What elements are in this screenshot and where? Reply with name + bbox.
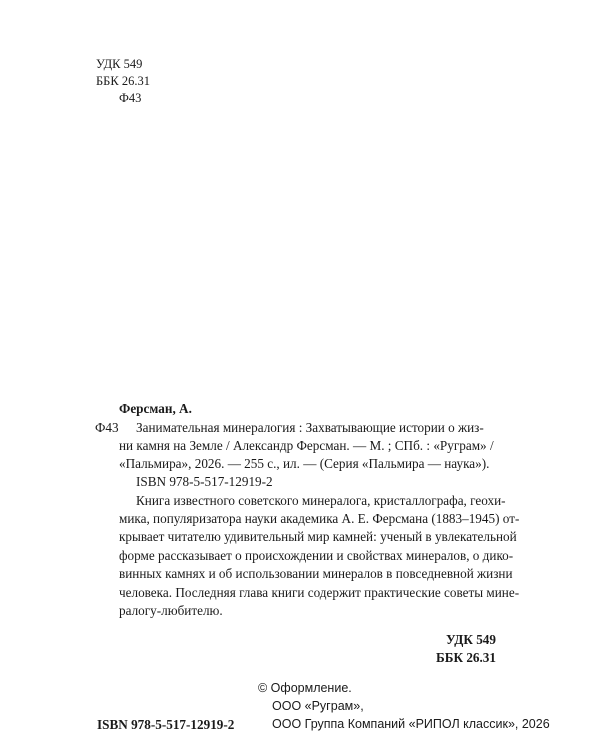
author-mark: Ф43 — [95, 420, 119, 435]
bbk-code-bottom: ББК 26.31 — [436, 650, 496, 665]
annotation-line-2: мика, популяризатора науки академика А. Е. Ферсмана (1883–1945) от- — [119, 511, 520, 526]
copyright-line-3: ООО Группа Компаний «РИПОЛ классик», 2026 — [272, 717, 550, 731]
copyright-line-1: © Оформление. — [258, 681, 352, 695]
footer-isbn: ISBN 978-5-517-12919-2 — [97, 717, 235, 732]
bbk-code-top: ББК 26.31 — [96, 74, 150, 88]
annotation-line-1: Книга известного советского минералога, кристаллографа, геохи- — [136, 493, 506, 508]
annotation-line-5: винных камнях и об использовании минералов в повседневной жизни — [119, 566, 513, 581]
udk-code-top: УДК 549 — [96, 57, 143, 71]
catalog-line-2: ни камня на Земле / Александр Ферсман. — М. ; СПб. : «Руграм» / — [119, 438, 494, 453]
author-heading: Ферсман, А. — [119, 401, 192, 416]
annotation-line-3: крывает читателю удивительный мир камней: ученый в увлекательной — [119, 529, 517, 544]
annotation-line-4: форме рассказывает о происхождении и свойствах минералов, о дико- — [119, 548, 514, 563]
catalog-isbn: ISBN 978-5-517-12919-2 — [136, 474, 273, 489]
catalog-line-3: «Пальмира», 2026. — 255 с., ил. — (Серия «Пальмира — наука»). — [119, 456, 490, 471]
copyright-line-2: ООО «Руграм», — [272, 699, 364, 713]
annotation-line-6: человека. Последняя глава книги содержит практические советы мине- — [119, 585, 520, 600]
catalog-line-1: Занимательная минералогия : Захватывающие истории о жиз- — [136, 420, 484, 435]
author-mark-top: Ф43 — [119, 91, 142, 105]
annotation-line-7: ралогу-любителю. — [119, 603, 223, 618]
udk-code-bottom: УДК 549 — [445, 632, 496, 647]
